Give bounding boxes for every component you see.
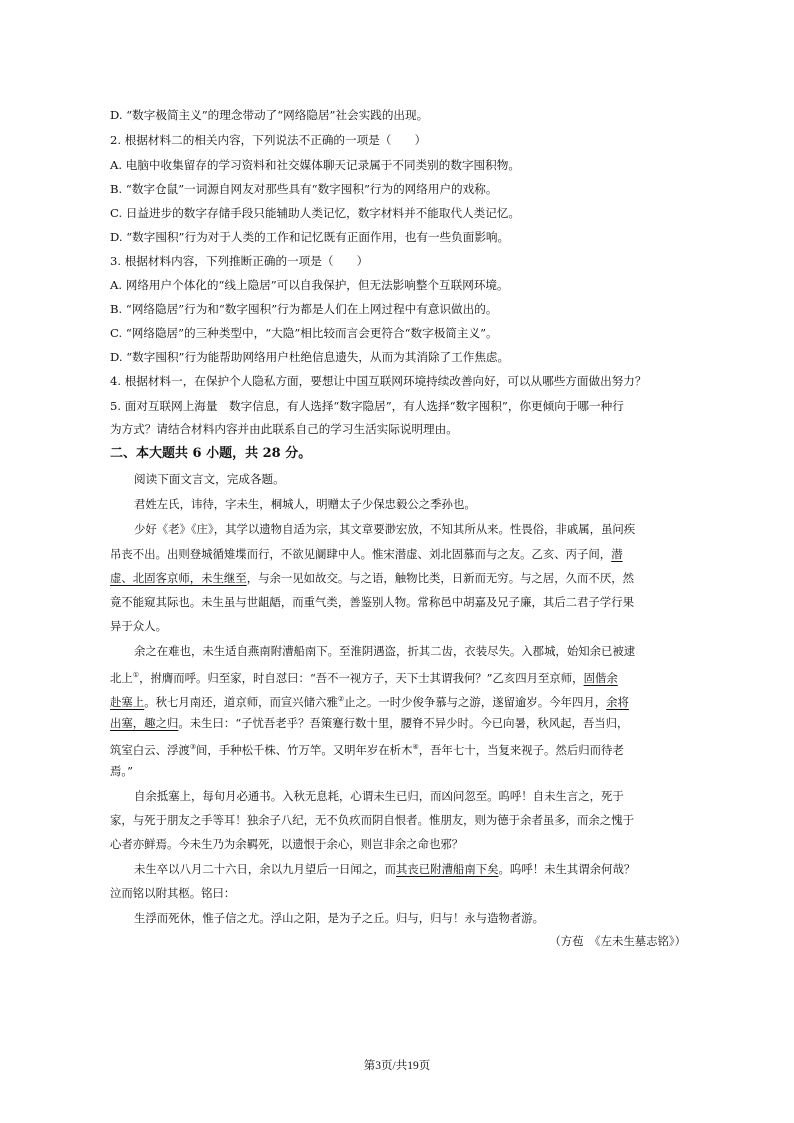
question-5-line-1: 5. 面对互联网上海量 数字信息，有人选择“数字隐居”，有人选择“数字囤积”，你更倾向于哪一种行 (110, 399, 624, 413)
classical-p2-line2: 吊丧不出。出则登城循雉堞而行，不欲见阛肆中人。惟宋潜虚、刘北固慕而与之友。乙亥、丙子间，潜 (110, 547, 623, 561)
page-number: 第3页/共19页 (363, 1060, 431, 1072)
classical-p2-line4: 竟不能窥其际也。未生虽与世龃龉，而重气类，善鉴别人物。常称邑中胡嘉及兄子廉，其后二君子学行果 (110, 595, 634, 609)
underlined-phrase: 出塞，趣之归 (110, 716, 179, 730)
classical-p2-line1: 少好《老》《庄》，其学以遗物自适为宗，其文章要渺宏放，不知其所从来。性畏俗，非戚属，虽问疾 (134, 522, 636, 536)
instruction: 阅读下面文言文，完成各题。 (134, 472, 285, 486)
question-2: 2. 根据材料二的相关内容，下列说法不正确的一项是（ ） (110, 133, 427, 147)
classical-p4-line1: 自余抵塞上，每旬月必通书。入秋无息耗，心谓未生已归，而凶问忽至。呜呼！自未生言之，死于 (134, 789, 624, 803)
q1-option-d: D. “数字极简主义”的理念带动了“网络隐居”社会实践的出现。 (110, 108, 429, 122)
source-citation: （方苞 《左未生墓志铭》） (549, 934, 686, 948)
q2-option-c: C. 日益进步的数字存储手段只能辅助人类记忆，数字材料并不能取代人类记忆。 (110, 206, 521, 220)
q3-option-a: A. 网络用户个体化的“线上隐居”可以自我保护，但无法影响整个互联网环境。 (110, 278, 509, 292)
q2-option-a: A. 电脑中收集留存的学习资料和社交媒体聊天记录属于不同类别的数字囤积物。 (110, 158, 520, 172)
footnote-marker: ④ (412, 743, 419, 751)
classical-p3-line1: 余之在难也，未生适自燕南附漕船南下。至淮阴遇盗，折其二齿，衣装尽失。入郡城，始知余已被逮 (134, 644, 636, 658)
footnote-marker: ② (337, 695, 345, 703)
classical-p5-line1: 未生卒以八月二十六日，余以九月望后一日闻之，而其丧已附漕船南下矣。呜呼！未生其谓余何哉？ (134, 862, 636, 876)
question-5-line-2: 为方式？请结合材料内容并由此联系自己的学习生活实际说明理由。 (110, 422, 458, 436)
q3-option-b: B. “网络隐居”行为和“数字囤积”行为都是人们在上网过程中有意识做出的。 (110, 302, 498, 316)
underlined-phrase: 虚、北固客京师，未生继至 (110, 571, 247, 585)
q2-option-d: D. “数字囤积”行为对于人类的工作和记忆既有正面作用，也有一些负面影响。 (110, 230, 510, 244)
classical-p3-line6: 焉。” (110, 764, 133, 778)
section-heading: 二、本大题共 6 小题，共 28 分。 (110, 446, 312, 461)
question-3: 3. 根据材料内容，下列推断正确的一项是（ ） (110, 254, 369, 268)
underlined-phrase: 余将 (606, 694, 629, 709)
classical-p2-line5: 异于众人。 (110, 619, 167, 633)
underlined-phrase: 其丧已附漕船南下矣 (396, 862, 499, 876)
classical-p5-line2: 泣而铭以附其柩。铭曰： (110, 886, 236, 900)
classical-p3-line4: 出塞，趣之归。未生曰：“子忧吾老乎？吾策蹇行数十里，腰脊不异少时。今已向暑，秋风起，吾当归， (110, 716, 629, 730)
classical-p3-line5: 筑室白云、浮渡③间，手种松千株、竹万竿。又明年岁在析木④，吾年七十，当复来视子。然后归而待老 (110, 742, 624, 757)
q3-option-d: D. “数字囤积”行为能帮助网络用户杜绝信息遗失，从而为其消除了工作焦虑。 (110, 350, 510, 364)
q3-option-c: C. “网络隐居”的三种类型中，“大隐”相比较而言会更符合“数字极简主义”。 (110, 326, 498, 340)
classical-p2-line3: 虚、北固客京师，未生继至，与余一见如故交。与之语，触物比类，日新而无穷。与之居，久而不厌，然 (110, 571, 634, 585)
q2-option-b: B. “数字仓鼠”一词源自网友对那些具有“数字囤积”行为的网络用户的戏称。 (110, 182, 498, 196)
underlined-phrase: 潜 (611, 547, 623, 561)
classical-p3-line3: 赴塞上。秋七月南还，道京师，而宣兴储六雅②止之。一时少俊争慕与之游，遂留逾岁。今年四月，余将 (110, 694, 629, 709)
classical-p3-line2: 北上①，拊膺而呼。归至家，时自怼曰：“吾不一视方子，天下士其谓我何？”乙亥四月至京师，固偕余 (110, 670, 618, 685)
footnote-marker: ③ (189, 743, 197, 751)
question-4: 4. 根据材料一，在保护个人隐私方面，要想让中国互联网环境持续改善向好，可以从哪些方面做出努力？ (110, 374, 647, 388)
underlined-phrase: 赴塞上 (110, 694, 145, 709)
underlined-phrase: 固偕余 (583, 670, 618, 685)
classical-p4-line2: 家，与死于朋友之手等耳！独余子八纪，无不负疚而阴自恨者。惟朋友，则为德于余者虽多，而余之愧于 (110, 813, 634, 827)
classical-p1: 君姓左氏，讳待，字未生，桐城人，明赠太子少保忠毅公之季孙也。 (134, 497, 476, 511)
footnote-marker: ① (132, 671, 140, 679)
classical-p4-line3: 心者亦鲜焉。今未生乃为余羁死，以遗恨于余心，则岂非余之命也邪？ (110, 837, 464, 851)
epitaph-inscription: 生浮而死休，惟子信之尤。浮山之阳，是为子之丘。归与，归与！永与造物者游。 (134, 911, 545, 925)
